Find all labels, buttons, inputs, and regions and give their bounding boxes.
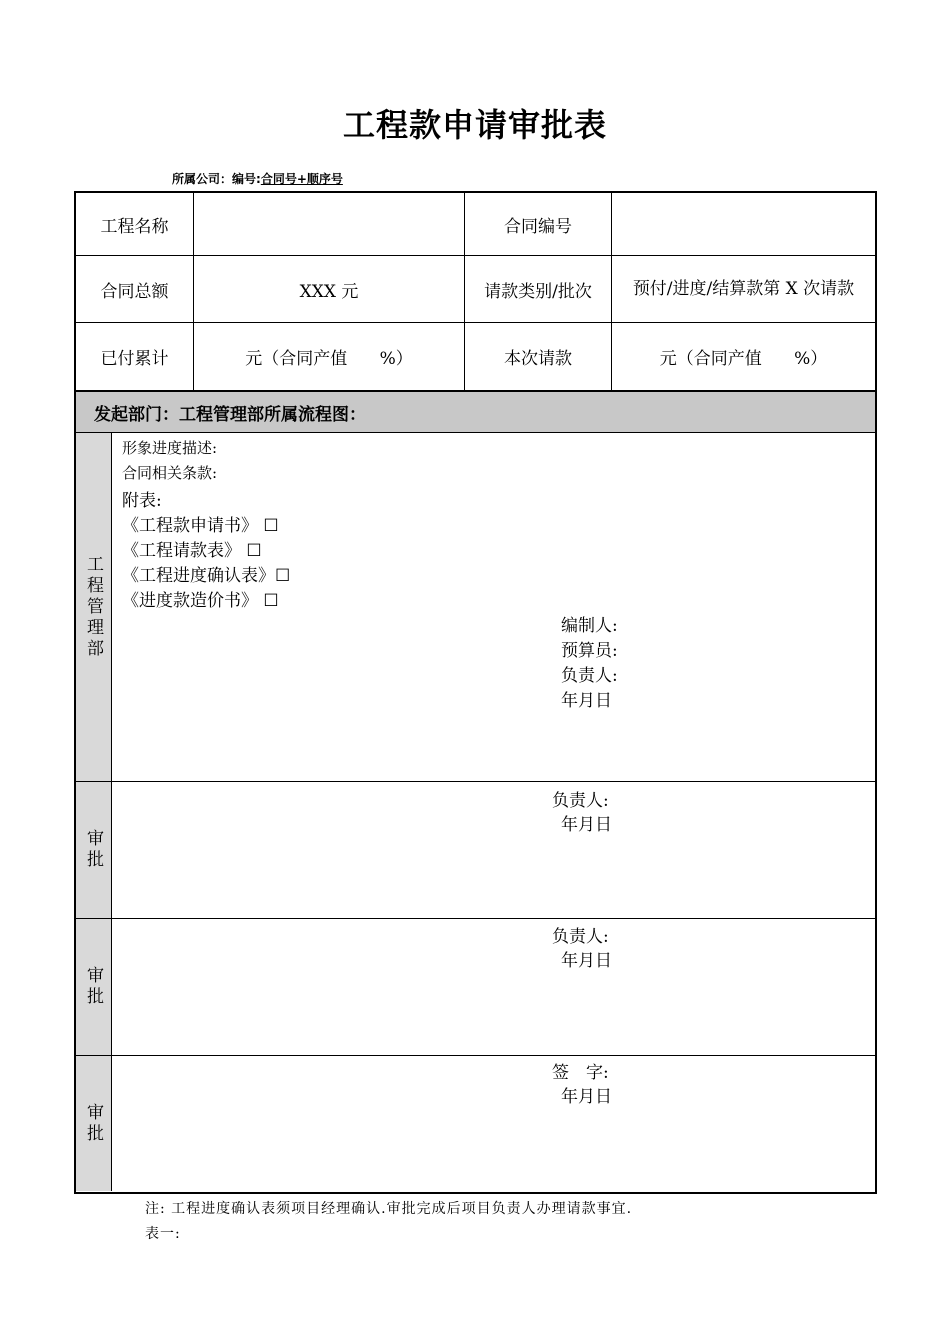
- side-label-approval-1-text: 审批: [83, 829, 103, 871]
- current-request-label: 本次请款: [504, 349, 572, 369]
- manager-field[interactable]: 负责人:: [561, 666, 618, 686]
- document-title: 工程款申请审批表: [342, 106, 607, 144]
- department-bar: 发起部门：工程管理部所属流程图：: [76, 392, 875, 432]
- approval-3-signature[interactable]: 签 字:: [552, 1063, 609, 1083]
- company-code-prefix: 所属公司：编号:: [172, 172, 261, 186]
- side-label-engineering-text: 工程管理部: [83, 554, 103, 660]
- attachment-item[interactable]: 《工程款申请书》 ☐: [122, 516, 279, 536]
- paid-cumulative-label: 已付累计: [100, 349, 169, 369]
- attachments-title: 附表:: [122, 491, 162, 511]
- attachment-item[interactable]: 《工程进度确认表》☐: [122, 566, 291, 586]
- side-label-approval-3-text: 审批: [83, 1102, 103, 1145]
- company-code-line: [172, 170, 343, 187]
- approval-1-date[interactable]: 年月日: [561, 815, 612, 835]
- paid-cumulative-value[interactable]: 元（合同产值 %）: [245, 349, 413, 369]
- side-label-approval-3: [76, 1056, 111, 1191]
- project-name-value[interactable]: [194, 193, 464, 255]
- contract-total-value[interactable]: XXX 元: [299, 281, 359, 302]
- contract-number-value[interactable]: [612, 193, 875, 255]
- contract-number-label: 合同编号: [504, 216, 572, 237]
- date-field[interactable]: 年月日: [561, 691, 612, 711]
- attachment-item[interactable]: 《进度款造价书》 ☐: [122, 591, 279, 611]
- side-label-approval-1: [76, 782, 111, 918]
- current-request-value[interactable]: 元（合同产值 %）: [659, 349, 828, 369]
- table-number: 表一:: [145, 1226, 181, 1242]
- approval-2-signer[interactable]: 负责人:: [552, 927, 609, 947]
- progress-description-label[interactable]: 形象进度描述:: [122, 439, 218, 457]
- footnote: 注: 工程进度确认表须项目经理确认.审批完成后项目负责人办理请款事宜.: [145, 1201, 633, 1217]
- contract-clauses-label[interactable]: 合同相关条款:: [122, 464, 218, 482]
- contract-code: 合同号+顺序号: [260, 172, 343, 186]
- side-label-approval-2-text: 审批: [83, 966, 103, 1008]
- project-name-label: 工程名称: [100, 216, 169, 237]
- budgeter-field[interactable]: 预算员:: [561, 641, 618, 661]
- approval-3-date[interactable]: 年月日: [561, 1087, 612, 1107]
- approval-2-date[interactable]: 年月日: [561, 951, 612, 971]
- request-type-value[interactable]: 预付/进度/结算款第 X 次请款: [632, 279, 855, 299]
- request-type-label: 请款类别/批次: [484, 281, 592, 302]
- preparer-field[interactable]: 编制人:: [561, 616, 618, 636]
- approval-1-signer[interactable]: 负责人:: [552, 791, 609, 811]
- contract-total-label: 合同总额: [100, 281, 169, 302]
- side-label-engineering: [76, 433, 111, 781]
- attachment-item[interactable]: 《工程请款表》 ☐: [122, 541, 262, 561]
- side-label-approval-2: [76, 919, 111, 1055]
